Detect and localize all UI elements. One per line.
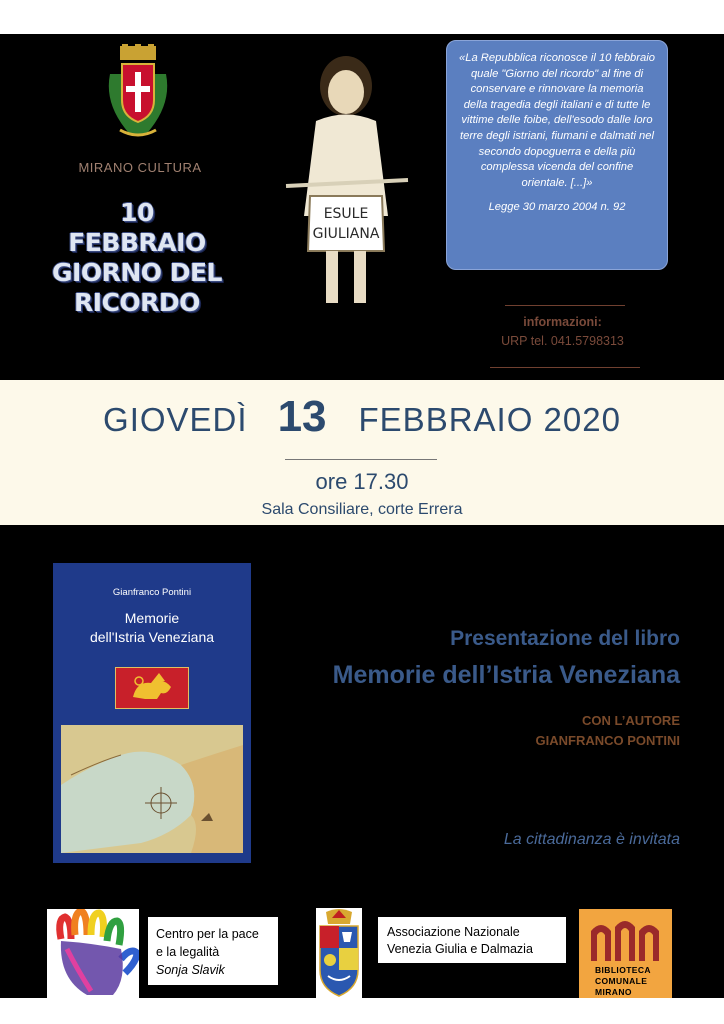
peace-center-line-2: e la legalità (156, 945, 220, 959)
photo-sign-line-2: GIULIANA (312, 226, 380, 242)
with-author-label: CON L’AUTORE (582, 713, 680, 728)
association-line-1: Associazione Nazionale (387, 925, 520, 939)
colorful-hand-logo-icon (47, 909, 139, 998)
book-title-line-1: Memorie (124, 610, 180, 626)
lion-of-st-mark-flag-icon (115, 667, 189, 709)
peace-center-box (148, 917, 278, 985)
book-cover (53, 563, 251, 863)
book-cover-author: Gianfranco Pontini (112, 587, 192, 598)
library-arches-icon (587, 917, 663, 961)
presentation-label: Presentazione del libro (450, 627, 680, 650)
headline-line-2: GIORNO DEL (52, 258, 222, 287)
event-weekday: GIOVEDÌ (103, 401, 248, 438)
event-venue: Sala Consiliare, corte Errera (261, 501, 463, 518)
org-label: MIRANO CULTURA (78, 160, 202, 175)
association-box (378, 917, 566, 963)
library-line-1: BIBLIOTECA (595, 965, 651, 975)
girl-photo-image (276, 46, 416, 308)
law-quote-box (446, 40, 668, 270)
library-line-2: COMUNALE (595, 976, 648, 986)
peace-center-line-1: Centro per la pace (156, 927, 259, 941)
info-divider-top (505, 305, 625, 306)
headline-line-3: RICORDO (74, 288, 200, 317)
event-time: ore 17.30 (315, 469, 409, 494)
headline-line-1: 10 FEBBRAIO (68, 198, 206, 257)
peace-center-name: Sonja Slavik (156, 963, 225, 977)
event-month-year: FEBBRAIO 2020 (358, 401, 621, 438)
association-line-2: Venezia Giulia e Dalmazia (387, 942, 533, 956)
event-headline (52, 198, 222, 318)
event-day-number: 13 (277, 392, 327, 441)
quote-text: «La Repubblica riconosce il 10 febbraio quale "Giorno del ricordo" al fine di conservare e rinnovare la memoria della tragedia degli italiani e di tutte le vittime delle foibe, dell'esodo dalle loro terre degli istriani, fiumani e dalmati nel secondo dopoguerra e della più complessa vicenda del confine orientale. [...]» (459, 52, 655, 189)
book-title-line-2: dell'Istria Veneziana (89, 629, 215, 645)
presentation-book-title: Memorie dell’Istria Veneziana (332, 661, 680, 689)
association-crest-icon (316, 908, 362, 998)
library-logo (579, 909, 672, 998)
info-divider-bottom (490, 367, 640, 368)
book-cover-title (53, 609, 251, 647)
date-divider (285, 459, 437, 460)
invitation-text: La cittadinanza è invitata (503, 831, 680, 848)
event-date (0, 392, 724, 452)
info-phone: URP tel. 041.5798313 (501, 334, 624, 348)
bottom-margin (0, 998, 724, 1024)
istria-map-image (61, 725, 243, 853)
info-title: informazioni: (523, 315, 602, 329)
top-margin (0, 0, 724, 34)
quote-law-reference: Legge 30 marzo 2004 n. 92 (488, 201, 626, 214)
library-text (595, 965, 671, 998)
mirano-coat-of-arms-icon (98, 44, 178, 144)
author-name: GIANFRANCO PONTINI (535, 733, 680, 748)
photo-sign-line-1: ESULE (323, 206, 369, 222)
library-line-3: MIRANO (595, 987, 632, 997)
